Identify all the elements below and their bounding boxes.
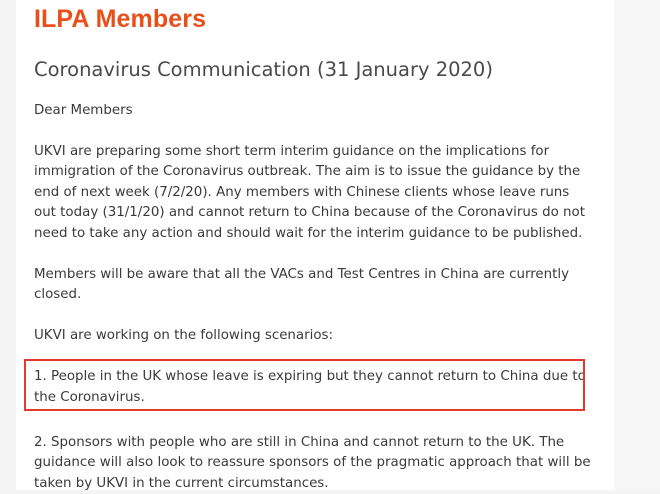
document-content	[34, 0, 594, 494]
scenario-item-2	[34, 433, 594, 494]
highlight-box	[24, 359, 585, 411]
scenario-2-text: 2. Sponsors with people who are still in China and cannot return to the UK. The guidance will also look to reassure sponsors of the pragmatic approach that will be taken by UKVI in the current circumstances.	[34, 434, 591, 491]
document-page	[16, 0, 614, 490]
scenario-item-1	[34, 367, 594, 408]
scenarios-intro-paragraph: UKVI are working on the following scenarios:	[34, 327, 334, 343]
salutation: Dear Members	[34, 103, 133, 118]
intro-paragraph: UKVI are preparing some short term interim guidance on the implications for immigration of the Coronavirus outbreak. The aim is to issue the guidance by the end of next week (7/2/20). Any members with Chinese clients whose leave runs out today (31/1/20) and cannot return to China because of the Coronavirus do not need to take any action and should wait for the interim guidance to be published.	[34, 143, 585, 241]
scenario-1-text: 1. People in the UK whose leave is expiring but they cannot return to China due to the Coronavirus.	[34, 369, 586, 405]
org-title: ILPA Members	[34, 5, 207, 33]
document-title: Coronavirus Communication (31 January 2020)	[34, 58, 493, 81]
vacs-notice-paragraph: Members will be aware that all the VACs and Test Centres in China are currently closed.	[34, 266, 570, 303]
page-margin	[614, 0, 660, 490]
